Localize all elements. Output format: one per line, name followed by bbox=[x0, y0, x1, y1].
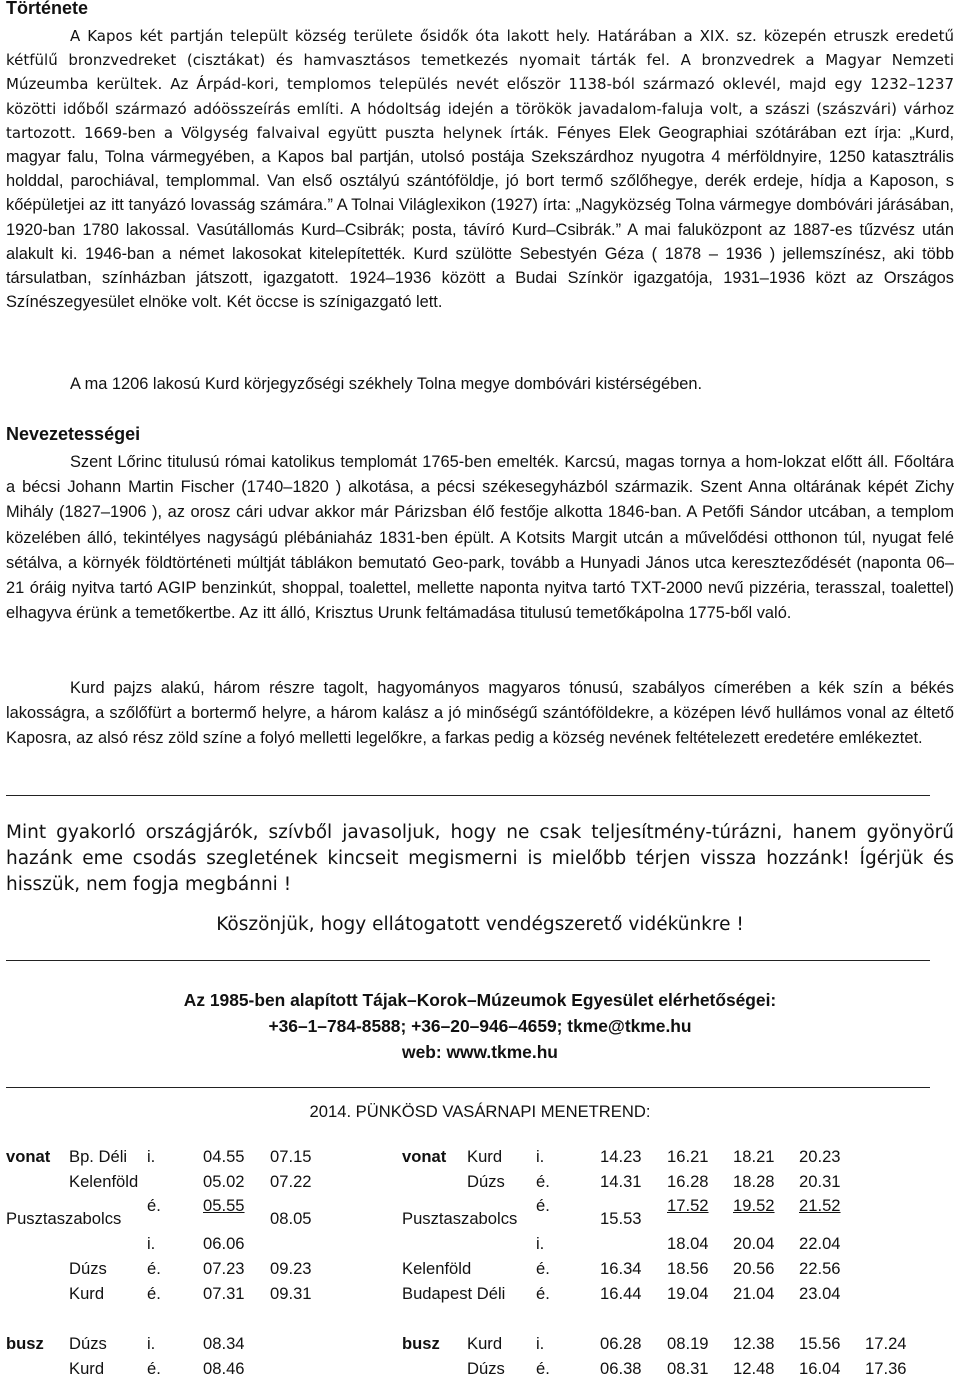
tl-r4-station: Dúzs bbox=[69, 1259, 107, 1278]
tr-r0-t1: 14.23 bbox=[600, 1147, 642, 1166]
tl-r3-ie: i. bbox=[147, 1234, 156, 1253]
tr-r0-t2: 16.21 bbox=[667, 1147, 709, 1166]
train-right-label: vonat bbox=[402, 1147, 447, 1166]
sights-paragraph-2: Kurd pajzs alakú, három részre tagolt, hagyományos magyaros tónusú, szabályos címerében a kék szín a békés lakosságra, a szőlőfürt a bortermő helyre, a három kalász a jó minőségű szántóföldekre, a középen lévő hullámos vonal az éltető Kaposra, az alsó rész zöld színe a folyó melletti legelőkre, a farkas pedig a község nevének feltételezett eredetére emlékeztet. bbox=[6, 679, 954, 748]
divider-2 bbox=[6, 960, 930, 961]
br-r0-t1: 06.28 bbox=[600, 1334, 642, 1353]
tr-r1-t4: 20.31 bbox=[799, 1172, 841, 1191]
bl-r0-ie: i. bbox=[147, 1334, 156, 1353]
br-r1-t1: 06.38 bbox=[600, 1359, 642, 1378]
tl-r5-ie: é. bbox=[147, 1284, 161, 1303]
tr-r5-ie: é. bbox=[536, 1284, 550, 1303]
appeal-text: Mint gyakorló országjárók, szívből javasoljuk, hogy ne csak teljesítmény-túrázni, hanem gyönyörű hazánk eme csodás szegletének kincseit megismerni is mielőbb térjen vissza hozzánk! Ígérjük és hisszük, nem fogja megbánni ! bbox=[6, 822, 954, 895]
tr-r0-station: Kurd bbox=[467, 1147, 503, 1166]
bl-r1-t1: 08.46 bbox=[203, 1359, 245, 1378]
tl-r5-t1: 07.31 bbox=[203, 1284, 245, 1303]
br-r1-t5: 17.36 bbox=[865, 1359, 907, 1378]
tr-r2-t1: 15.53 bbox=[600, 1209, 642, 1228]
bl-r0-t1: 08.34 bbox=[203, 1334, 245, 1353]
divider-3 bbox=[6, 1087, 930, 1088]
br-r0-t3: 12.38 bbox=[733, 1334, 775, 1353]
tl-r0-t2: 07.15 bbox=[270, 1147, 312, 1166]
tr-r4-station: Kelenföld bbox=[402, 1259, 472, 1278]
tl-r0-ie: i. bbox=[147, 1147, 156, 1166]
contact-web: web: www.tkme.hu bbox=[402, 1042, 558, 1062]
tr-r4-ie: é. bbox=[536, 1259, 550, 1278]
br-r0-t2: 08.19 bbox=[667, 1334, 709, 1353]
tl-r5-station: Kurd bbox=[69, 1284, 105, 1303]
br-r1-t3: 12.48 bbox=[733, 1359, 775, 1378]
tl-r1-station: Kelenföld bbox=[69, 1172, 139, 1191]
bus-right-label: busz bbox=[402, 1334, 440, 1353]
contact-block bbox=[0, 987, 960, 1065]
tl-r5-t2: 09.31 bbox=[270, 1284, 312, 1303]
br-r1-station: Dúzs bbox=[467, 1359, 505, 1378]
bl-r1-ie: é. bbox=[147, 1359, 161, 1378]
tr-r5-t3: 21.04 bbox=[733, 1284, 775, 1303]
tr-r1-ie: é. bbox=[536, 1172, 550, 1191]
br-r1-t4: 16.04 bbox=[799, 1359, 841, 1378]
tl-r4-t1: 07.23 bbox=[203, 1259, 245, 1278]
tr-r3-ie: i. bbox=[536, 1234, 545, 1253]
history-paragraph-1 bbox=[6, 24, 954, 314]
tr-r5-t2: 19.04 bbox=[667, 1284, 709, 1303]
tr-r0-t4: 20.23 bbox=[799, 1147, 841, 1166]
contact-org: Az 1985-ben alapított Tájak–Korok–Múzeumok Egyesület elérhetőségei: bbox=[183, 990, 777, 1010]
tl-r4-t2: 09.23 bbox=[270, 1259, 312, 1278]
divider-1 bbox=[6, 795, 930, 796]
tl-r2-station: Pusztaszabolcs bbox=[6, 1209, 122, 1228]
tr-r1-station: Dúzs bbox=[467, 1172, 505, 1191]
history-paragraph-2: A ma 1206 lakosú Kurd körjegyzőségi székhely Tolna megye dombóvári kistérségében. bbox=[70, 375, 702, 393]
sights-heading: Nevezetességei bbox=[6, 424, 141, 444]
thanks-text bbox=[0, 914, 960, 935]
br-r1-ie: é. bbox=[536, 1359, 550, 1378]
br-r0-t4: 15.56 bbox=[799, 1334, 841, 1353]
tr-r4-t2: 18.56 bbox=[667, 1259, 709, 1278]
tl-r1-t2: 07.22 bbox=[270, 1172, 312, 1191]
tl-r2-t2: 08.05 bbox=[270, 1209, 312, 1228]
contact-phones: +36–1–784-8588; +36–20–946–4659; tkme@tkme.hu bbox=[268, 1016, 692, 1036]
train-left-label: vonat bbox=[6, 1147, 51, 1166]
sights-paragraph-1: Szent Lőrinc titulusú római katolikus templomát 1765-ben emelték. Karcsú, magas tornya a hom-lokzat előtt áll. Főoltára a bécsi Johann Martin Fischer (1740–1820 ) alkotása, a pécsi székesegyházból származik. Szent Anna oltárának képét Zichy Mihály (1827–1906 ), az orosz cári udvar akkor már Párizsban élő festője alkotta 1846-ban. A Petőfi Sándor utcában, a templom közelében álló, tekintélyes nagyságú plébániaház 1831-ben épült. A Kotsits Margit utcán a művelődési otthonon túl, nyugat felé sétálva, a környék földtörténeti múltját táblákon bemutató Geo-park, tovább a Hunyadi János utca kereszteződését (naponta 06–21 óráig nyitva tartó AGIP benzinkút, shoppal, toalettel, mellette naponta nyitva tartó TXT-2000 nevű pizzéria, terasszal, toalettel) elhagyva érünk a temetőkertbe. Az itt álló, Krisztus Urunk feltámadása titulusú temetőkápolna 1775-ből való. bbox=[6, 453, 954, 623]
thanks-line: Köszönjük, hogy ellátogatott vendégszerető vidékünkre ! bbox=[216, 914, 744, 935]
br-r0-t5: 17.24 bbox=[865, 1334, 907, 1353]
tr-r3-t3: 20.04 bbox=[733, 1234, 775, 1253]
tr-r4-t3: 20.56 bbox=[733, 1259, 775, 1278]
tr-r1-t3: 18.28 bbox=[733, 1172, 775, 1191]
tr-r1-t1: 14.31 bbox=[600, 1172, 642, 1191]
tl-r4-ie: é. bbox=[147, 1259, 161, 1278]
tl-r0-station: Bp. Déli bbox=[69, 1147, 128, 1166]
tr-r5-t4: 23.04 bbox=[799, 1284, 841, 1303]
br-r1-t2: 08.31 bbox=[667, 1359, 709, 1378]
bus-left-label: busz bbox=[6, 1334, 44, 1353]
tl-r0-t1: 04.55 bbox=[203, 1147, 245, 1166]
tr-r1-t2: 16.28 bbox=[667, 1172, 709, 1191]
br-r0-station: Kurd bbox=[467, 1334, 503, 1353]
tr-r4-t4: 22.56 bbox=[799, 1259, 841, 1278]
bl-r0-station: Dúzs bbox=[69, 1334, 107, 1353]
bl-r1-station: Kurd bbox=[69, 1359, 105, 1378]
tr-r2-t2: 17.52 bbox=[667, 1196, 709, 1215]
tr-r2-t3: 19.52 bbox=[733, 1196, 775, 1215]
tr-r5-t1: 16.44 bbox=[600, 1284, 642, 1303]
tr-r2-ie: é. bbox=[536, 1196, 550, 1215]
tl-r3-t1: 06.06 bbox=[203, 1234, 245, 1253]
schedule-title: 2014. PÜNKÖSD VASÁRNAPI MENETREND: bbox=[309, 1102, 651, 1121]
tr-r2-t4: 21.52 bbox=[799, 1196, 841, 1215]
tr-r0-t3: 18.21 bbox=[733, 1147, 775, 1166]
tr-r4-t1: 16.34 bbox=[600, 1259, 642, 1278]
tr-r3-t2: 18.04 bbox=[667, 1234, 709, 1253]
tr-r2-station: Pusztaszabolcs bbox=[402, 1209, 518, 1228]
history-heading: Története bbox=[6, 0, 89, 18]
tr-r0-ie: i. bbox=[536, 1147, 545, 1166]
tr-r3-t4: 22.04 bbox=[799, 1234, 841, 1253]
tl-r2-ie: é. bbox=[147, 1196, 161, 1215]
history-text-a: A Kapos két partján települt község területe ősidők óta lakott hely. Határában a XIX. sz. közepén etruszk eredetű kétfülű bronzvedreket (cisztákat) és hamvasztásos temetkezés nyomait tárták fel. A bronzvedrek a Magyar Nemzeti Múzeumba kerültek. Az Árpád-kori, templomos település nevét először 1138-ból származó oklevél, majd egy 1232–1237 közötti időből származó adóösszeírás említi. A hódoltság idején a törökök javadalom-faluja volt, a szászi (szászvári) várhoz tartozott. 1669-ben a Völgység falvaival együtt puszta helynek írták. bbox=[6, 27, 954, 142]
br-r0-ie: i. bbox=[536, 1334, 545, 1353]
history-text-b: Fényes Elek Geographiai szótárában ezt írja: „Kurd, magyar falu, Tolna vármegyében, a Kapos bal partján, utolsó postája Szekszárdhoz nyugotra 4 mérföldnyire, 1250 katasztrális holddal, parochiával, templommal. Van első osztályú szántóföldje, jó bort termő szőlőhegye, derék erdeje, hídja a Kaposon, s kőépületjei az itt tanyázó lovasság számára.” A Tolnai Világlexikon (1927) írta: „Nagyközség Tolna vármegye dombóvári járásában, 1920-ban 1780 lakossal. Vasútállomás Kurd–Csibrák; posta, távíró Kurd–Csibrák.” A mai faluközpont az 1887-es tűzvész után alakult ki. 1946-ban a német lakosokat kitelepítették. Kurd szülötte Sebestyén Géza ( 1878 – 1936 ) jellemszínész, aki több társulatban, színházban játszott, igazgatott. 1924–1936 között a Budai Színkör igazgatója, 1931–1936 közt az Országos Színészegyesület elnöke volt. Két öccse is színigazgató lett. bbox=[6, 123, 954, 312]
tl-r1-t1: 05.02 bbox=[203, 1172, 245, 1191]
tr-r5-station: Budapest Déli bbox=[402, 1284, 506, 1303]
tl-r2-t1: 05.55 bbox=[203, 1196, 245, 1215]
